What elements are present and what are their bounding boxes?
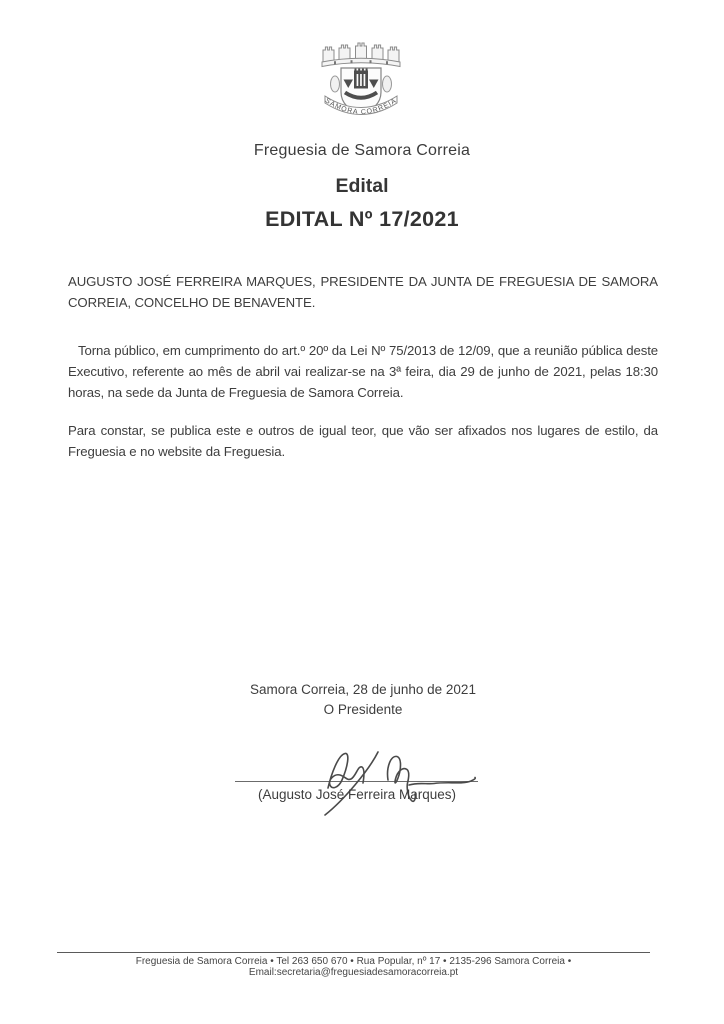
paragraph-torna-publico: Torna público, em cumprimento do art.º 20º da Lei Nº 75/2013 de 12/09, que a reunião pública deste Executivo, referente ao mês de abril vai realizar-se na 3ª feira, dia 29 de junho de 2021, pelas 18:30 horas, na sede da Junta de Freguesia de Samora Correia. xyxy=(68,343,658,400)
paragraph-presidente: AUGUSTO JOSÉ FERREIRA MARQUES, PRESIDENTE DA JUNTA DE FREGUESIA DE SAMORA CORREIA, CONCELHO DE BENAVENTE. xyxy=(68,274,658,310)
org-name: Freguesia de Samora Correia xyxy=(253,142,471,159)
signature-icon xyxy=(228,744,484,816)
signer-name: (Augusto José Ferreira Marques) xyxy=(257,787,457,802)
footer-contact-info: Freguesia de Samora Correia • Tel 263 650 670 • Rua Popular, nº 17 • 2135-296 Samora Correia • Email:secretaria@freguesiadesamoracorreia.pt xyxy=(135,956,572,978)
footer-divider xyxy=(57,952,650,953)
coat-of-arms-icon xyxy=(314,36,408,124)
president-role-label: O Presidente xyxy=(323,702,403,717)
place-date-line: Samora Correia, 28 de junho de 2021 xyxy=(250,682,476,697)
doc-number-title: EDITAL Nº 17/2021 xyxy=(265,207,459,231)
paragraph-para-constar: Para constar, se publica este e outros de igual teor, que vão ser afixados nos lugares de estilo, da Freguesia e no website da Freguesia. xyxy=(68,423,658,459)
crest-banner-text: SAMORA CORREIA xyxy=(323,97,399,117)
doc-type-title: Edital xyxy=(335,175,389,197)
